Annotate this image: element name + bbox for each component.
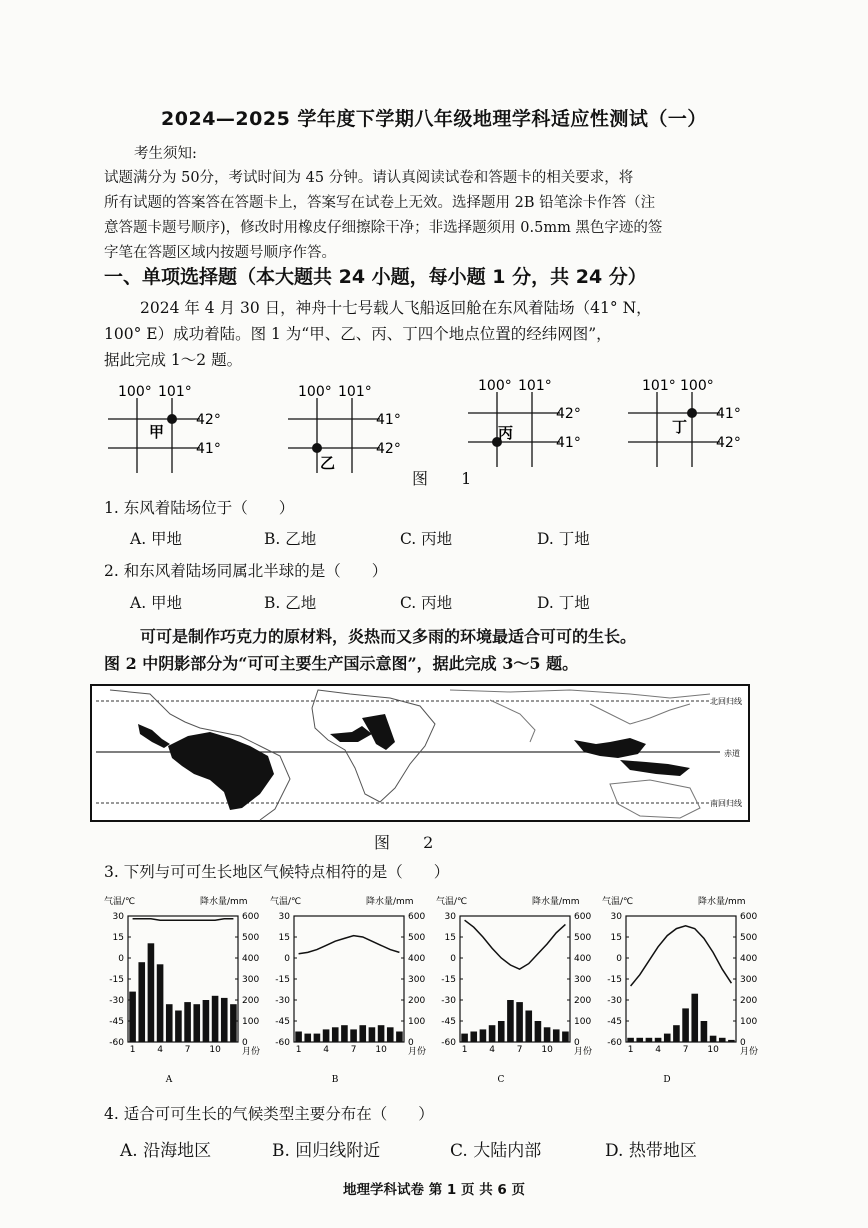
temp-tick-label: -45: [607, 1017, 622, 1027]
point-label: 甲: [149, 423, 165, 441]
precip-bar: [369, 1027, 376, 1042]
precip-tick-label: 100: [408, 1017, 426, 1027]
figure2-cocoa-map: [90, 684, 750, 822]
q2-option-a[interactable]: A. 甲地: [130, 594, 183, 612]
question-2-stem: 2. 和东风着陆场同属北半球的是（ ）: [104, 562, 388, 580]
intro2-line-1: 可可是制作巧克力的原材料，炎热而又多雨的环境最适合可可的生长。: [140, 627, 637, 646]
precip-tick-label: 100: [740, 1017, 758, 1027]
month-tick-label: 10: [541, 1045, 553, 1055]
precip-tick-label: 400: [408, 954, 426, 964]
temp-tick-label: -15: [109, 975, 124, 985]
temp-tick-label: 15: [112, 933, 124, 943]
precip-bar: [691, 994, 698, 1042]
precip-tick-label: 300: [408, 975, 426, 985]
temp-tick-label: 30: [610, 912, 622, 922]
precip-tick-label: 200: [242, 996, 260, 1006]
temp-tick-label: -60: [109, 1038, 124, 1048]
precip-bar: [175, 1011, 182, 1043]
point-marker: [687, 408, 697, 418]
temp-tick-label: 15: [610, 933, 622, 943]
precip-bar: [314, 1034, 321, 1042]
point-label: 丙: [498, 424, 514, 442]
precip-tick-label: 400: [242, 954, 260, 964]
month-tick-label: 7: [516, 1045, 523, 1055]
precip-tick-label: 600: [574, 912, 592, 922]
precip-tick-label: 0: [408, 1038, 414, 1048]
precip-bar: [525, 1011, 532, 1043]
q1-option-d[interactable]: D. 丁地: [537, 530, 590, 548]
temp-tick-label: 0: [616, 954, 622, 964]
temp-tick-label: -15: [607, 975, 622, 985]
temp-axis-title: 气温/℃: [104, 897, 136, 907]
precip-bar: [323, 1029, 330, 1042]
temp-tick-label: 15: [278, 933, 290, 943]
notice-line-4: 字笔在答题区域内按题号顺序作答。: [104, 245, 336, 261]
month-tick-label: 4: [323, 1045, 329, 1055]
lon-label: 101°: [338, 384, 372, 400]
precip-bar: [396, 1032, 403, 1043]
precip-bar: [655, 1038, 662, 1042]
precip-tick-label: 500: [574, 933, 592, 943]
month-tick-label: 4: [489, 1045, 495, 1055]
precip-tick-label: 200: [408, 996, 426, 1006]
month-tick-label: 1: [627, 1045, 634, 1055]
temperature-line: [299, 936, 400, 954]
lon-label: 100°: [118, 384, 152, 400]
precip-tick-label: 0: [740, 1038, 746, 1048]
notice-heading: 考生须知:: [134, 146, 197, 162]
lon-label: 100°: [298, 384, 332, 400]
lat-label: 42°: [716, 435, 741, 451]
precip-bar: [516, 1002, 523, 1042]
chart-label: C: [497, 1075, 505, 1085]
lat-label: 41°: [376, 412, 401, 428]
question-1-stem: 1. 东风着陆场位于（ ）: [104, 499, 295, 517]
precip-bar: [719, 1038, 726, 1042]
q1-option-c[interactable]: C. 丙地: [400, 530, 453, 548]
intro1-line-1: 2024 年 4 月 30 日，神舟十七号载人飞船返回舱在东风着陆场（41° N，: [140, 299, 652, 317]
precip-bar: [507, 1000, 514, 1042]
figure2-caption: 图 2: [374, 833, 448, 852]
precip-bar: [535, 1021, 542, 1042]
precip-bar: [157, 964, 164, 1042]
precip-tick-label: 600: [408, 912, 426, 922]
plot-frame: [294, 916, 404, 1042]
precip-bar: [461, 1034, 468, 1042]
precip-tick-label: 600: [740, 912, 758, 922]
grid-jia: [108, 384, 221, 473]
temp-tick-label: -60: [275, 1038, 290, 1048]
month-tick-label: 10: [707, 1045, 719, 1055]
temperature-line: [133, 919, 234, 920]
temp-tick-label: -60: [607, 1038, 622, 1048]
temp-tick-label: 0: [118, 954, 124, 964]
point-marker: [312, 443, 322, 453]
month-tick-label: 7: [682, 1045, 689, 1055]
precip-tick-label: 300: [574, 975, 592, 985]
precip-bar: [359, 1025, 366, 1042]
temp-tick-label: -30: [275, 996, 290, 1006]
q2-option-b[interactable]: B. 乙地: [264, 594, 317, 612]
precip-tick-label: 500: [242, 933, 260, 943]
precip-bar: [387, 1027, 394, 1042]
plot-frame: [460, 916, 570, 1042]
climate-charts: [90, 890, 759, 1090]
notice-line-3: 意答题卡题号顺序)，修改时用橡皮仔细擦除干净；非选择题须用 0.5mm 黑色字迹的签: [104, 220, 663, 236]
intro1-line-2: 100° E）成功着陆。图 1 为“甲、乙、丙、丁四个地点位置的经纬网图”，: [104, 325, 612, 343]
precip-bar: [710, 1036, 717, 1042]
precip-tick-label: 100: [242, 1017, 260, 1027]
temp-tick-label: -45: [441, 1017, 456, 1027]
precip-bar: [332, 1027, 339, 1042]
month-unit-label: 月份: [740, 1047, 759, 1057]
intro1-line-3: 据此完成 1～2 题。: [104, 351, 243, 369]
lat-label: 42°: [556, 406, 581, 422]
notice-line-2: 所有试题的答案答在答题卡上，答案写在试卷上无效。选择题用 2B 铅笔涂卡作答（注: [104, 195, 656, 211]
month-tick-label: 7: [184, 1045, 191, 1055]
intro2-line-2: 图 2 中阴影部分为“可可主要生产国示意图”，据此完成 3～5 题。: [104, 654, 579, 673]
q1-option-b[interactable]: B. 乙地: [264, 530, 317, 548]
precip-bar: [682, 1008, 689, 1042]
temp-tick-label: -15: [275, 975, 290, 985]
plot-frame: [626, 916, 736, 1042]
temp-tick-label: 0: [450, 954, 456, 964]
lon-label: 101°: [642, 378, 676, 394]
temperature-line: [631, 926, 732, 986]
lat-label: 42°: [376, 441, 401, 457]
temp-axis-title: 气温/℃: [602, 897, 634, 907]
precip-tick-label: 300: [740, 975, 758, 985]
month-tick-label: 1: [295, 1045, 302, 1055]
lat-label: 42°: [196, 412, 221, 428]
precip-bar: [470, 1032, 477, 1043]
question-4-stem: 4. 适合可可生长的气候类型主要分布在（ ）: [104, 1105, 434, 1123]
precip-bar: [129, 992, 136, 1042]
q2-option-d[interactable]: D. 丁地: [537, 594, 590, 612]
temp-tick-label: -60: [441, 1038, 456, 1048]
month-tick-label: 4: [655, 1045, 661, 1055]
precip-tick-label: 300: [242, 975, 260, 985]
temp-tick-label: 30: [112, 912, 124, 922]
precip-bar: [304, 1034, 311, 1042]
month-tick-label: 4: [157, 1045, 163, 1055]
precip-tick-label: 600: [242, 912, 260, 922]
temp-tick-label: 30: [444, 912, 456, 922]
precip-bar: [193, 1004, 200, 1042]
precip-bar: [544, 1027, 551, 1042]
figure1-lat-lon-grids: [100, 376, 760, 476]
grid-ding: [628, 378, 741, 467]
precip-bar: [664, 1034, 671, 1042]
precip-bar: [728, 1040, 735, 1042]
equator-label: 赤道: [724, 749, 740, 758]
precip-tick-label: 200: [740, 996, 758, 1006]
precip-bar: [350, 1029, 357, 1042]
precip-bar: [480, 1029, 487, 1042]
q4-option-b[interactable]: B. 回归线附近: [272, 1141, 381, 1161]
q4-option-d[interactable]: D. 热带地区: [605, 1141, 697, 1161]
lat-label: 41°: [716, 406, 741, 422]
precip-bar: [646, 1038, 653, 1042]
precip-bar: [212, 996, 219, 1042]
point-label: 丁: [672, 418, 688, 436]
precip-bar: [636, 1038, 643, 1042]
temp-tick-label: 15: [444, 933, 456, 943]
temp-tick-label: 0: [284, 954, 290, 964]
precip-bar: [489, 1025, 496, 1042]
precip-bar: [498, 1021, 505, 1042]
month-tick-label: 1: [129, 1045, 136, 1055]
precip-bar: [378, 1025, 385, 1042]
month-tick-label: 10: [209, 1045, 221, 1055]
precip-bar: [203, 1000, 210, 1042]
precip-bar: [221, 998, 228, 1042]
lon-label: 100°: [680, 378, 714, 394]
section-heading: 一、单项选择题（本大题共 24 小题，每小题 1 分，共 24 分）: [104, 266, 647, 288]
lat-label: 41°: [196, 441, 221, 457]
chart-label: B: [331, 1075, 339, 1085]
figure1-caption: 图 1: [412, 469, 486, 488]
q2-option-c[interactable]: C. 丙地: [400, 594, 453, 612]
precip-bar: [166, 1004, 173, 1042]
temperature-line: [465, 920, 566, 969]
precip-bar: [230, 1004, 237, 1042]
temp-tick-label: -30: [109, 996, 124, 1006]
precip-bar: [341, 1025, 348, 1042]
temp-tick-label: -45: [109, 1017, 124, 1027]
precip-tick-label: 400: [574, 954, 592, 964]
precip-tick-label: 200: [574, 996, 592, 1006]
precip-tick-label: 0: [574, 1038, 580, 1048]
point-label: 乙: [320, 454, 336, 472]
grid-bing: [468, 378, 581, 467]
q4-option-c[interactable]: C. 大陆内部: [450, 1141, 542, 1161]
temp-axis-title: 气温/℃: [270, 897, 302, 907]
temp-tick-label: -15: [441, 975, 456, 985]
precip-bar: [295, 1032, 302, 1043]
grid-yi: [288, 384, 401, 473]
point-marker: [167, 414, 177, 424]
precip-tick-label: 0: [242, 1038, 248, 1048]
precip-tick-label: 100: [574, 1017, 592, 1027]
temp-tick-label: -30: [441, 996, 456, 1006]
precip-bar: [138, 962, 145, 1042]
lon-label: 101°: [518, 378, 552, 394]
q1-option-a[interactable]: A. 甲地: [130, 530, 183, 548]
month-tick-label: 1: [461, 1045, 468, 1055]
chart-label: A: [165, 1075, 173, 1085]
month-unit-label: 月份: [408, 1047, 427, 1057]
temp-tick-label: -45: [275, 1017, 290, 1027]
lat-label: 41°: [556, 435, 581, 451]
lon-label: 100°: [478, 378, 512, 394]
temp-tick-label: 30: [278, 912, 290, 922]
question-3-stem: 3. 下列与可可生长地区气候特点相符的是（ ）: [104, 863, 450, 881]
precip-bar: [553, 1029, 560, 1042]
precip-axis-title: 降水量/mm: [200, 897, 248, 907]
tropic-of-cancer-label: 北回归线: [710, 697, 742, 706]
exam-title: 2024—2025 学年度下学期八年级地理学科适应性测试（一）: [161, 108, 707, 130]
precip-bar: [562, 1032, 569, 1043]
precip-bar: [701, 1021, 708, 1042]
lon-label: 101°: [158, 384, 192, 400]
precip-tick-label: 500: [740, 933, 758, 943]
precip-bar: [627, 1038, 634, 1042]
precip-axis-title: 降水量/mm: [366, 897, 414, 907]
month-tick-label: 7: [350, 1045, 357, 1055]
precip-axis-title: 降水量/mm: [532, 897, 580, 907]
precip-bar: [184, 1002, 191, 1042]
precip-bar: [673, 1025, 680, 1042]
precip-axis-title: 降水量/mm: [698, 897, 746, 907]
temp-tick-label: -30: [607, 996, 622, 1006]
precip-tick-label: 500: [408, 933, 426, 943]
precip-tick-label: 400: [740, 954, 758, 964]
precip-bar: [148, 943, 155, 1042]
tropic-of-capricorn-label: 南回归线: [710, 799, 742, 808]
month-unit-label: 月份: [574, 1047, 593, 1057]
month-tick-label: 10: [375, 1045, 387, 1055]
page-footer: 地理学科试卷 第 1 页 共 6 页: [343, 1182, 525, 1198]
temp-axis-title: 气温/℃: [436, 897, 468, 907]
month-unit-label: 月份: [242, 1047, 261, 1057]
chart-label: D: [663, 1075, 671, 1085]
notice-line-1: 试题满分为 50分，考试时间为 45 分钟。请认真阅读试卷和答题卡的相关要求，将: [104, 170, 634, 186]
q4-option-a[interactable]: A. 沿海地区: [120, 1141, 212, 1161]
